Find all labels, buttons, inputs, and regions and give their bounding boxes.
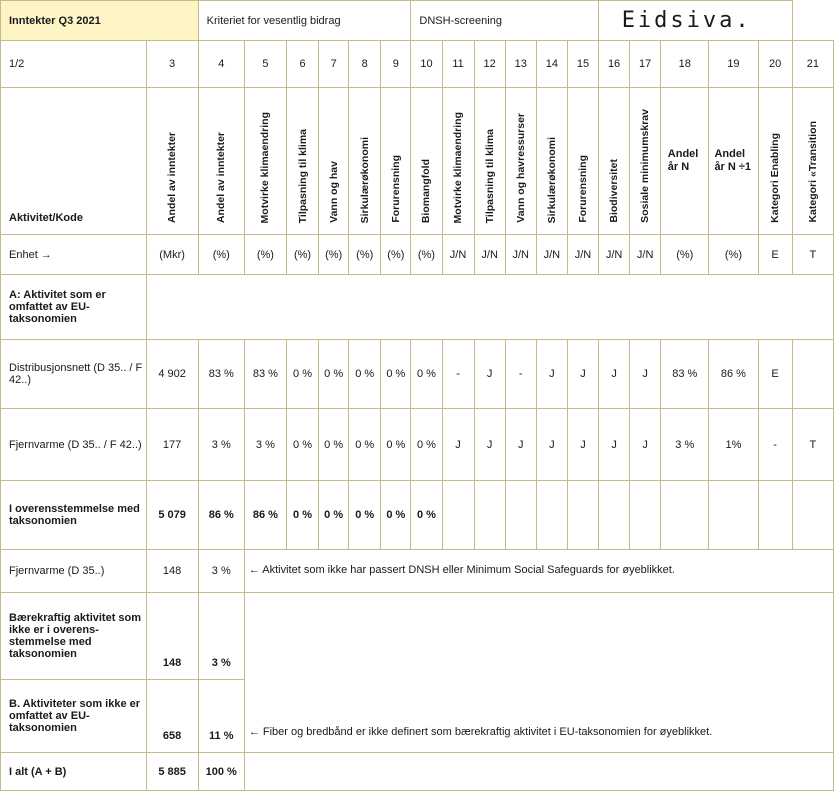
col-header: Sosiale minimumskrav	[639, 109, 652, 223]
total-spacer	[244, 753, 833, 791]
col-number: 18	[661, 41, 709, 88]
unit-cell: J/N	[474, 235, 505, 275]
cell: 86 %	[244, 481, 286, 550]
row-label: I overensstemmelse med taksonomien	[1, 481, 147, 550]
table-row	[1, 409, 834, 481]
unit-label: Enhet →	[1, 235, 147, 275]
col-number: 17	[630, 41, 661, 88]
cell: 658	[146, 680, 198, 753]
col-header: Tilpasning til klima	[296, 128, 309, 223]
unit-cell: J/N	[599, 235, 630, 275]
cell: -	[505, 340, 536, 409]
col-header: Biodiversitet	[608, 159, 621, 223]
table-row	[1, 680, 834, 753]
unit-cell: (%)	[198, 235, 244, 275]
col-header: Motvirke klimaendring	[452, 111, 465, 223]
unit-cell: (%)	[244, 235, 286, 275]
table-title: Inntekter Q3 2021	[1, 1, 199, 41]
col-number: 8	[349, 41, 381, 88]
cell: J	[630, 409, 661, 481]
unit-cell: (%)	[661, 235, 709, 275]
cell: 5 079	[146, 481, 198, 550]
unit-cell: (%)	[286, 235, 318, 275]
cell: 83 %	[198, 340, 244, 409]
empty-cell	[758, 481, 792, 550]
empty-cell	[630, 481, 661, 550]
col-header: Sirkulærøkonomi	[545, 136, 558, 223]
col-number: 3	[146, 41, 198, 88]
table-row	[1, 550, 834, 593]
col-number: 9	[381, 41, 411, 88]
cell: 0 %	[319, 409, 349, 481]
col-number: 12	[474, 41, 505, 88]
cell: J	[536, 409, 567, 481]
dnsh-note: ← Aktivitet som ikke har passert DNSH eller Minimum Social Safeguards for øyeblikket.	[244, 550, 833, 593]
unit-cell: (%)	[709, 235, 758, 275]
cell: 0 %	[381, 481, 411, 550]
unit-cell: J/N	[567, 235, 598, 275]
cell: 0 %	[381, 340, 411, 409]
cell: J	[630, 340, 661, 409]
cell: 0 %	[286, 409, 318, 481]
page-indicator: 1/2	[1, 41, 147, 88]
cell: 0 %	[349, 340, 381, 409]
col-header: Andel av inntekter	[166, 131, 179, 223]
empty-cell	[709, 481, 758, 550]
cell: 3 %	[198, 550, 244, 593]
unit-cell: (%)	[411, 235, 442, 275]
row-label: Fjernvarme (D 35..)	[1, 550, 147, 593]
cell: 3 %	[198, 409, 244, 481]
row-label: Distribusjonsnett (D 35.. / F 42..)	[1, 340, 147, 409]
col-number: 14	[536, 41, 567, 88]
cell: 83 %	[661, 340, 709, 409]
cell: J	[567, 340, 598, 409]
empty-cell	[442, 481, 474, 550]
cell: 5 885	[146, 753, 198, 791]
table-row	[1, 340, 834, 409]
col-header: Forurensning	[576, 155, 589, 223]
col-header: Andel år N	[667, 148, 699, 173]
empty-cell	[599, 481, 630, 550]
unit-cell: (%)	[349, 235, 381, 275]
col-header: Kategori «Transition	[806, 121, 819, 223]
section-a-label: A: Aktivitet som er omfattet av EU-taksonomien	[1, 275, 147, 340]
col-header: Vann og havressurser	[514, 113, 527, 223]
empty-cell	[474, 481, 505, 550]
row-label: I alt (A + B)	[1, 753, 147, 791]
empty-cell	[661, 481, 709, 550]
cell: J	[536, 340, 567, 409]
cell	[792, 340, 833, 409]
cell: 177	[146, 409, 198, 481]
cell: 0 %	[349, 409, 381, 481]
col-number: 21	[792, 41, 833, 88]
unit-cell: (%)	[381, 235, 411, 275]
col-number: 7	[319, 41, 349, 88]
empty-cell	[567, 481, 598, 550]
col-header: Tilpasning til klima	[483, 128, 496, 223]
cell: 0 %	[411, 481, 442, 550]
col-number: 16	[599, 41, 630, 88]
empty-cell	[536, 481, 567, 550]
col-number: 11	[442, 41, 474, 88]
section-a-spacer	[146, 275, 834, 340]
col-number: 10	[411, 41, 442, 88]
cell: 0 %	[349, 481, 381, 550]
unit-cell: (%)	[319, 235, 349, 275]
cell: 100 %	[198, 753, 244, 791]
cell: E	[758, 340, 792, 409]
cell: 86 %	[709, 340, 758, 409]
cell: -	[758, 409, 792, 481]
section-b-label: B. Aktiviteter som ikke er omfattet av EU-taksonomien	[1, 680, 147, 753]
unit-cell: E	[758, 235, 792, 275]
col-number: 4	[198, 41, 244, 88]
cell: J	[567, 409, 598, 481]
aligned-total-row	[1, 481, 834, 550]
col-header: Andel av inntekter	[215, 131, 228, 223]
cell: 11 %	[198, 680, 244, 753]
unit-cell: J/N	[442, 235, 474, 275]
cell: 0 %	[411, 340, 442, 409]
group-dnsh-screening: DNSH-screening	[411, 1, 599, 41]
cell: 0 %	[411, 409, 442, 481]
cell: 148	[146, 550, 198, 593]
unit-cell: J/N	[630, 235, 661, 275]
unit-cell: (Mkr)	[146, 235, 198, 275]
row-label: Bærekraftig aktivitet som ikke er i overens-stemmelse med taksonomien	[1, 593, 147, 680]
cell: 83 %	[244, 340, 286, 409]
cell: J	[474, 409, 505, 481]
col-number: 13	[505, 41, 536, 88]
unit-cell: T	[792, 235, 833, 275]
row-label: Fjernvarme (D 35.. / F 42..)	[1, 409, 147, 481]
cell: 0 %	[319, 340, 349, 409]
col-number: 6	[286, 41, 318, 88]
col-header: Kategori Enabling	[769, 133, 782, 223]
cell: 3 %	[198, 593, 244, 680]
table-row	[1, 593, 834, 680]
cell: 0 %	[381, 409, 411, 481]
cell: J	[599, 340, 630, 409]
cell: 3 %	[244, 409, 286, 481]
col-number: 19	[709, 41, 758, 88]
cell: 0 %	[286, 340, 318, 409]
col-header: Andel år N ÷1	[714, 148, 752, 173]
col-header: Forurensning	[389, 155, 402, 223]
col-number: 20	[758, 41, 792, 88]
col-header: Biomangfold	[420, 158, 433, 223]
column-number-row	[1, 41, 834, 88]
empty-cell	[505, 481, 536, 550]
cell: J	[442, 409, 474, 481]
cell: 1%	[709, 409, 758, 481]
grand-total-row	[1, 753, 834, 791]
activity-code-header: Aktivitet/Kode	[1, 88, 147, 235]
cell: T	[792, 409, 833, 481]
unit-cell: J/N	[536, 235, 567, 275]
fiber-note: ← Fiber og bredbånd er ikke definert som bærekraftig aktivitet i EU-taksonomien for øyeblikket.	[244, 680, 833, 753]
cell: 4 902	[146, 340, 198, 409]
cell: 0 %	[286, 481, 318, 550]
column-header-row	[1, 88, 834, 235]
group-substantial-contribution: Kriteriet for vesentlig bidrag	[198, 1, 411, 41]
cell: -	[442, 340, 474, 409]
cell: 3 %	[661, 409, 709, 481]
col-header: Sirkulærøkonomi	[358, 136, 371, 223]
unit-row	[1, 235, 834, 275]
cell: J	[599, 409, 630, 481]
cell: J	[474, 340, 505, 409]
cell: 86 %	[198, 481, 244, 550]
col-number: 5	[244, 41, 286, 88]
col-number: 15	[567, 41, 598, 88]
cell: J	[505, 409, 536, 481]
empty-cell	[792, 481, 833, 550]
col-header: Motvirke klimaendring	[259, 111, 272, 223]
col-header: Vann og hav	[327, 161, 340, 223]
cell: 148	[146, 593, 198, 680]
eidsiva-logo: Eidsiva.	[599, 1, 793, 41]
note-spacer	[244, 593, 833, 680]
cell: 0 %	[319, 481, 349, 550]
unit-cell: J/N	[505, 235, 536, 275]
